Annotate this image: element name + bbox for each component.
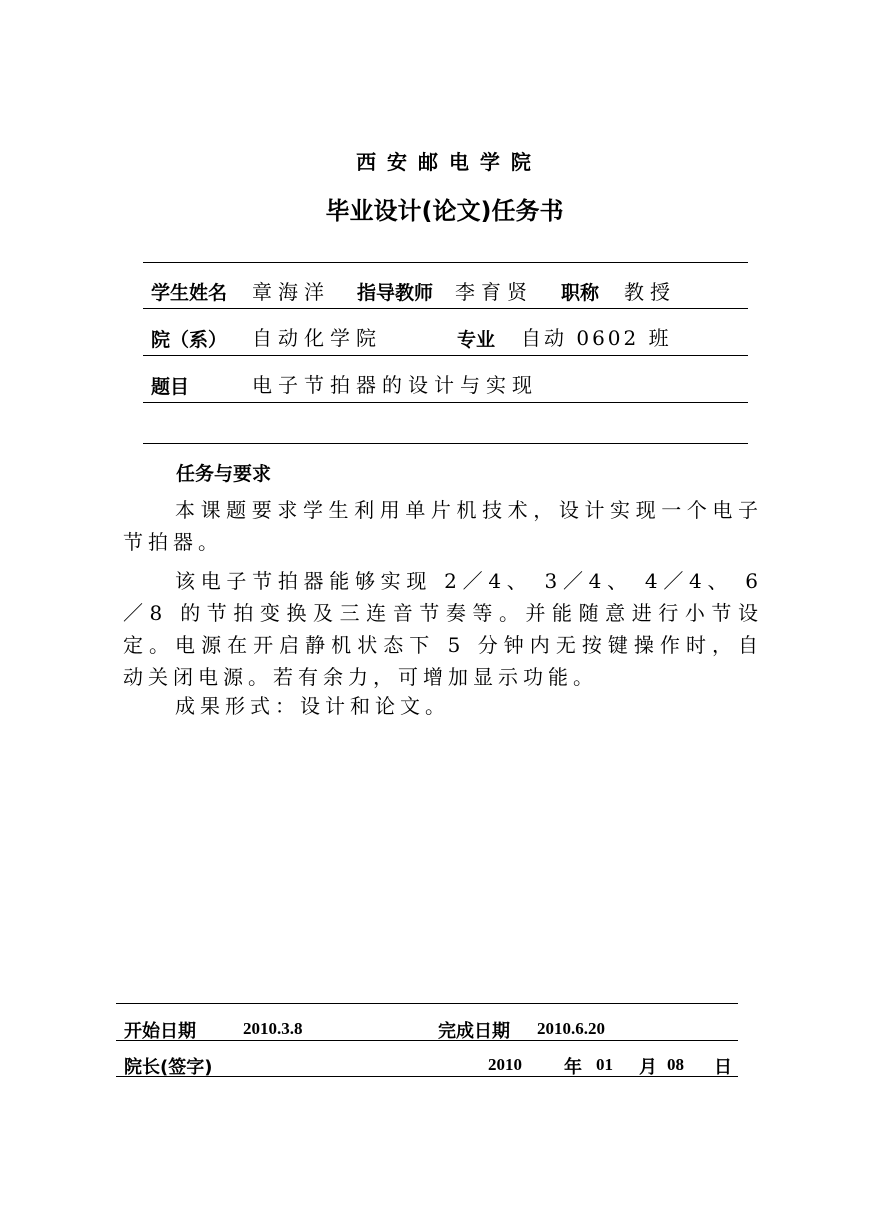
sign-year-unit: 年 [564,1057,582,1078]
rank-value: 教授 [624,280,676,304]
dean-signature-label: 院长(签字) [124,1057,213,1078]
footer-bottom-rule [116,1076,738,1077]
sign-day: 08 [667,1055,684,1074]
page-title: 毕业设计(论文)任务书 [325,197,564,225]
advisor-value: 李育贤 [455,280,533,304]
footer-top-rule [116,1003,738,1004]
student-name-value: 章海洋 [252,280,330,304]
student-name-label: 学生姓名 [151,282,228,304]
rank-label: 职称 [561,282,600,304]
table-rule [143,443,748,444]
sign-year: 2010 [488,1055,522,1074]
table-top-rule [143,262,748,263]
table-rule [143,355,748,356]
task-heading: 任务与要求 [176,463,272,485]
table-rule [143,308,748,309]
start-date-label: 开始日期 [124,1021,196,1042]
major-label: 专业 [457,329,496,351]
task-paragraph: 该电子节拍器能够实现 2／4、 3／4、 4／4、 6／8 的节拍变换及三连音节奏等。并能随意进行小节设定。电源在开启静机状态下 5 分钟内无按键操作时，自动关闭电源。若有余力，可增加显示功能。 [123,569,763,689]
school-name: 西 安 邮 电 学 院 [356,150,533,174]
sign-day-unit: 日 [714,1057,732,1078]
sign-month: 01 [596,1055,613,1074]
topic-value: 电子节拍器的设计与实现 [252,373,538,397]
footer-rule [116,1040,738,1041]
task-paragraph: 本课题要求学生利用单片机技术，设计实现一个电子节拍器。 [123,498,763,554]
table-rule [143,402,748,403]
advisor-label: 指导教师 [357,282,434,304]
department-value: 自动化学院 [252,326,382,350]
sign-month-unit: 月 [639,1057,657,1078]
department-label: 院（系） [151,329,228,351]
task-paragraph: 成果形式：设计和论文。 [175,694,450,718]
start-date-value: 2010.3.8 [243,1019,303,1038]
topic-label: 题目 [151,376,190,398]
end-date-label: 完成日期 [438,1021,510,1042]
end-date-value: 2010.6.20 [537,1019,605,1038]
major-value: 自动 0602 班 [521,326,672,350]
